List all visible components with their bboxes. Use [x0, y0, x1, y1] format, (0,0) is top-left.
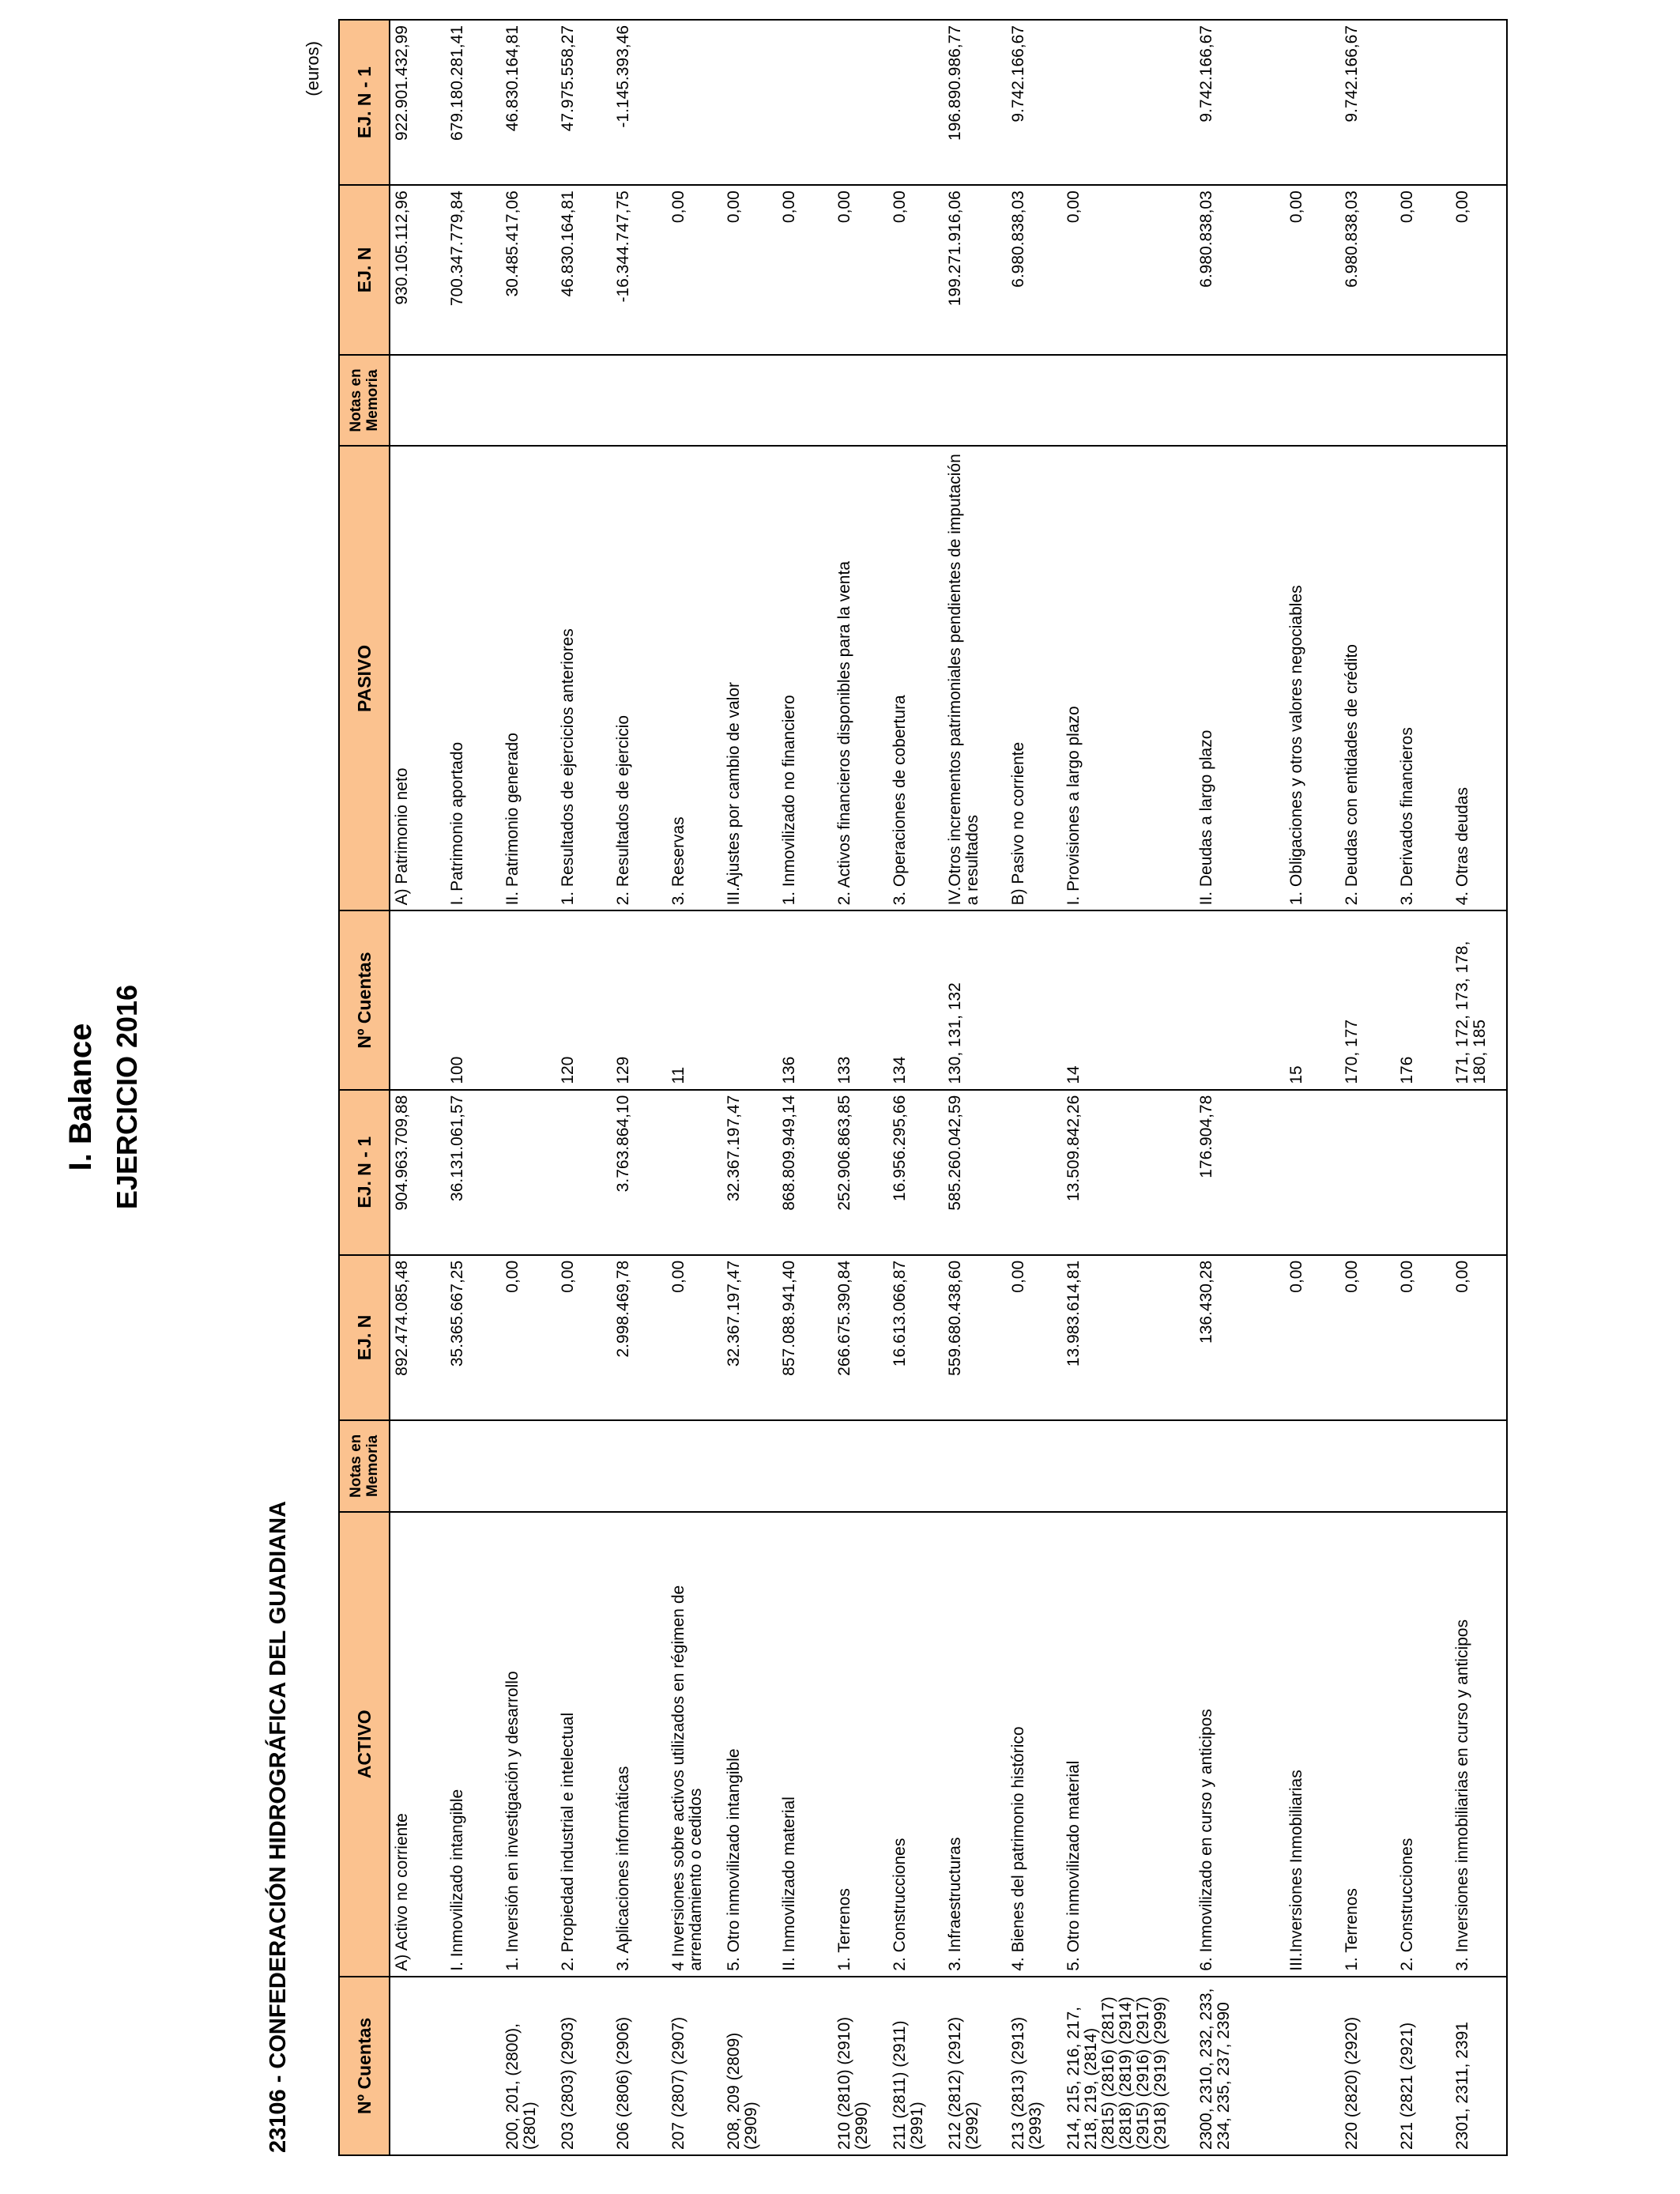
- activo-description-cell: 6. Inmovilizado en curso y anticipos: [1195, 1512, 1285, 1977]
- pasivo-description-cell: 3. Derivados financieros: [1396, 446, 1451, 910]
- activo-ej-n-cell: 35.365.667,25: [446, 1255, 501, 1420]
- pasivo-notas-cell: [944, 355, 1007, 447]
- header-pasivo: PASIVO: [339, 446, 390, 910]
- activo-ej-n1-cell: [1285, 1090, 1340, 1255]
- pasivo-cuentas-cell: [1007, 910, 1062, 1089]
- activo-description-cell: II. Inmovilizado material: [778, 1512, 833, 1977]
- activo-ej-n-cell: 892.474.085,48: [390, 1255, 446, 1420]
- page-title: I. Balance: [63, 1023, 98, 1171]
- pasivo-cuentas-cell: 133: [833, 910, 888, 1089]
- activo-ej-n-cell: 0,00: [1340, 1255, 1396, 1420]
- pasivo-cuentas-cell: 136: [778, 910, 833, 1089]
- pasivo-description-cell: IV.Otros incrementos patrimoniales pendientes de imputación a resultados: [944, 446, 1007, 910]
- activo-ej-n1-cell: 585.260.042,59: [944, 1090, 1007, 1255]
- activo-cuentas-cell: 203 (2803) (2903): [556, 1977, 612, 2155]
- activo-notas-cell: [1285, 1420, 1340, 1512]
- activo-notas-cell: [1007, 1420, 1062, 1512]
- pasivo-notas-cell: [612, 355, 667, 447]
- pasivo-notas-cell: [1340, 355, 1396, 447]
- table-row: [612, 20, 667, 2155]
- table-row: [1396, 20, 1451, 2155]
- pasivo-cuentas-cell: 134: [888, 910, 944, 1089]
- table-row: [446, 20, 501, 2155]
- activo-description-cell: 2. Construcciones: [1396, 1512, 1451, 1977]
- table-row: [667, 20, 722, 2155]
- table-row: [1285, 20, 1340, 2155]
- pasivo-ej-n-cell: 46.830.164,81: [556, 185, 612, 354]
- activo-cuentas-cell: 2300, 2310, 232, 233, 234, 235, 237, 2390: [1195, 1977, 1285, 2155]
- pasivo-ej-n-cell: 0,00: [1451, 185, 1507, 354]
- table-row: [1007, 20, 1062, 2155]
- pasivo-description-cell: II. Deudas a largo plazo: [1195, 446, 1285, 910]
- pasivo-description-cell: B) Pasivo no corriente: [1007, 446, 1062, 910]
- pasivo-description-cell: 1. Inmovilizado no financiero: [778, 446, 833, 910]
- activo-ej-n1-cell: 36.131.061,57: [446, 1090, 501, 1255]
- activo-ej-n-cell: 0,00: [1285, 1255, 1340, 1420]
- table-row: [944, 20, 1007, 2155]
- activo-cuentas-cell: 210 (2810) (2910) (2990): [833, 1977, 888, 2155]
- pasivo-cuentas-cell: 100: [446, 910, 501, 1089]
- pasivo-cuentas-cell: 130, 131, 132: [944, 910, 1007, 1089]
- pasivo-ej-n-cell: 0,00: [1062, 185, 1195, 354]
- activo-cuentas-cell: 211 (2811) (2911) (2991): [888, 1977, 944, 2155]
- activo-ej-n-cell: 136.430,28: [1195, 1255, 1285, 1420]
- table-row: [556, 20, 612, 2155]
- pasivo-cuentas-cell: 170, 177: [1340, 910, 1396, 1089]
- table-row: [390, 20, 446, 2155]
- pasivo-description-cell: I. Provisiones a largo plazo: [1062, 446, 1195, 910]
- activo-description-cell: 1. Inversión en investigación y desarrollo: [501, 1512, 556, 1977]
- pasivo-description-cell: 3. Reservas: [667, 446, 722, 910]
- activo-notas-cell: [944, 1420, 1007, 1512]
- pasivo-ej-n1-cell: 46.830.164,81: [501, 20, 556, 185]
- pasivo-description-cell: A) Patrimonio neto: [390, 446, 446, 910]
- activo-notas-cell: [1195, 1420, 1285, 1512]
- activo-cuentas-cell: [390, 1977, 446, 2155]
- page-subtitle: EJERCICIO 2016: [111, 984, 143, 1210]
- activo-cuentas-cell: 220 (2820) (2920): [1340, 1977, 1396, 2155]
- activo-ej-n1-cell: [501, 1090, 556, 1255]
- activo-description-cell: 2. Propiedad industrial e intelectual: [556, 1512, 612, 1977]
- activo-ej-n-cell: 857.088.941,40: [778, 1255, 833, 1420]
- activo-ej-n-cell: 0,00: [556, 1255, 612, 1420]
- activo-ej-n1-cell: [556, 1090, 612, 1255]
- pasivo-description-cell: I. Patrimonio aportado: [446, 446, 501, 910]
- activo-ej-n1-cell: 16.956.295,66: [888, 1090, 944, 1255]
- header-row: [339, 20, 390, 2155]
- table-row: [1340, 20, 1396, 2155]
- pasivo-description-cell: 1. Resultados de ejercicios anteriores: [556, 446, 612, 910]
- activo-ej-n-cell: 13.983.614,81: [1062, 1255, 1195, 1420]
- pasivo-ej-n-cell: 0,00: [722, 185, 778, 354]
- activo-description-cell: A) Activo no corriente: [390, 1512, 446, 1977]
- pasivo-notas-cell: [1062, 355, 1195, 447]
- pasivo-notas-cell: [1396, 355, 1451, 447]
- header-ej-n1-pasivo: EJ. N - 1: [339, 20, 390, 185]
- activo-ej-n-cell: 16.613.066,87: [888, 1255, 944, 1420]
- activo-ej-n1-cell: 32.367.197,47: [722, 1090, 778, 1255]
- activo-cuentas-cell: [446, 1977, 501, 2155]
- activo-ej-n-cell: 2.998.469,78: [612, 1255, 667, 1420]
- activo-description-cell: 1. Terrenos: [1340, 1512, 1396, 1977]
- activo-description-cell: 1. Terrenos: [833, 1512, 888, 1977]
- pasivo-ej-n1-cell: 9.742.166,67: [1195, 20, 1285, 185]
- table-row: [888, 20, 944, 2155]
- pasivo-ej-n-cell: 700.347.779,84: [446, 185, 501, 354]
- pasivo-ej-n-cell: 6.980.838,03: [1340, 185, 1396, 354]
- pasivo-ej-n1-cell: 9.742.166,67: [1340, 20, 1396, 185]
- pasivo-cuentas-cell: [501, 910, 556, 1089]
- pasivo-notas-cell: [1195, 355, 1285, 447]
- activo-cuentas-cell: [1285, 1977, 1340, 2155]
- activo-ej-n1-cell: 904.963.709,88: [390, 1090, 446, 1255]
- pasivo-cuentas-cell: 11: [667, 910, 722, 1089]
- pasivo-notas-cell: [888, 355, 944, 447]
- activo-description-cell: 5. Otro inmovilizado material: [1062, 1512, 1195, 1977]
- pasivo-description-cell: 2. Activos financieros disponibles para la venta: [833, 446, 888, 910]
- pasivo-cuentas-cell: 15: [1285, 910, 1340, 1089]
- pasivo-ej-n-cell: 0,00: [778, 185, 833, 354]
- activo-cuentas-cell: 2301, 2311, 2391: [1451, 1977, 1507, 2155]
- activo-notas-cell: [556, 1420, 612, 1512]
- activo-cuentas-cell: 206 (2806) (2906): [612, 1977, 667, 2155]
- activo-ej-n-cell: 0,00: [1007, 1255, 1062, 1420]
- activo-ej-n-cell: 266.675.390,84: [833, 1255, 888, 1420]
- table-row: [1451, 20, 1507, 2155]
- pasivo-cuentas-cell: 120: [556, 910, 612, 1089]
- pasivo-description-cell: 1. Obligaciones y otros valores negociables: [1285, 446, 1340, 910]
- pasivo-ej-n1-cell: -1.145.393,46: [612, 20, 667, 185]
- activo-notas-cell: [1396, 1420, 1451, 1512]
- pasivo-ej-n-cell: 0,00: [1396, 185, 1451, 354]
- pasivo-notas-cell: [667, 355, 722, 447]
- pasivo-ej-n1-cell: [667, 20, 722, 185]
- pasivo-ej-n-cell: -16.344.747,75: [612, 185, 667, 354]
- activo-ej-n1-cell: 3.763.864,10: [612, 1090, 667, 1255]
- pasivo-cuentas-cell: [390, 910, 446, 1089]
- pasivo-cuentas-cell: [1195, 910, 1285, 1089]
- pasivo-ej-n1-cell: 47.975.558,27: [556, 20, 612, 185]
- activo-notas-cell: [722, 1420, 778, 1512]
- pasivo-ej-n1-cell: [1285, 20, 1340, 185]
- pasivo-notas-cell: [722, 355, 778, 447]
- pasivo-cuentas-cell: 14: [1062, 910, 1195, 1089]
- pasivo-notas-cell: [501, 355, 556, 447]
- activo-notas-cell: [1340, 1420, 1396, 1512]
- activo-ej-n1-cell: 252.906.863,85: [833, 1090, 888, 1255]
- activo-ej-n1-cell: 868.809.949,14: [778, 1090, 833, 1255]
- pasivo-cuentas-cell: 171, 172, 173, 178, 180, 185: [1451, 910, 1507, 1089]
- activo-ej-n-cell: 0,00: [1451, 1255, 1507, 1420]
- header-ej-n1-activo: EJ. N - 1: [339, 1090, 390, 1255]
- activo-notas-cell: [888, 1420, 944, 1512]
- pasivo-ej-n1-cell: [722, 20, 778, 185]
- currency-note: (euros): [303, 41, 322, 96]
- activo-cuentas-cell: [778, 1977, 833, 2155]
- activo-notas-cell: [833, 1420, 888, 1512]
- activo-ej-n-cell: 0,00: [1396, 1255, 1451, 1420]
- activo-cuentas-cell: 213 (2813) (2913) (2993): [1007, 1977, 1062, 2155]
- activo-notas-cell: [667, 1420, 722, 1512]
- activo-ej-n1-cell: [1451, 1090, 1507, 1255]
- activo-description-cell: 4. Bienes del patrimonio histórico: [1007, 1512, 1062, 1977]
- activo-notas-cell: [501, 1420, 556, 1512]
- table-row: [833, 20, 888, 2155]
- pasivo-ej-n1-cell: [1396, 20, 1451, 185]
- header-cuentas-activo: Nº Cuentas: [339, 1977, 390, 2155]
- balance-table: [338, 19, 1508, 2156]
- pasivo-ej-n-cell: 0,00: [888, 185, 944, 354]
- activo-notas-cell: [1451, 1420, 1507, 1512]
- pasivo-ej-n1-cell: [833, 20, 888, 185]
- pasivo-notas-cell: [778, 355, 833, 447]
- pasivo-description-cell: 4. Otras deudas: [1451, 446, 1507, 910]
- activo-ej-n-cell: 32.367.197,47: [722, 1255, 778, 1420]
- pasivo-notas-cell: [1285, 355, 1340, 447]
- activo-cuentas-cell: 200, 201, (2800), (2801): [501, 1977, 556, 2155]
- activo-description-cell: 4 Inversiones sobre activos utilizados en régimen de arrendamiento o cedidos: [667, 1512, 722, 1977]
- header-ej-n-pasivo: EJ. N: [339, 185, 390, 354]
- pasivo-ej-n1-cell: [888, 20, 944, 185]
- pasivo-notas-cell: [1451, 355, 1507, 447]
- pasivo-ej-n1-cell: 9.742.166,67: [1007, 20, 1062, 185]
- pasivo-ej-n-cell: 6.980.838,03: [1007, 185, 1062, 354]
- activo-description-cell: III.Inversiones Inmobiliarias: [1285, 1512, 1340, 1977]
- pasivo-ej-n1-cell: 679.180.281,41: [446, 20, 501, 185]
- table-row: [1062, 20, 1195, 2155]
- pasivo-cuentas-cell: [722, 910, 778, 1089]
- activo-notas-cell: [1062, 1420, 1195, 1512]
- activo-cuentas-cell: 212 (2812) (2912) (2992): [944, 1977, 1007, 2155]
- pasivo-cuentas-cell: 176: [1396, 910, 1451, 1089]
- activo-notas-cell: [390, 1420, 446, 1512]
- activo-ej-n-cell: 559.680.438,60: [944, 1255, 1007, 1420]
- entity-name: 23106 - CONFEDERACIÓN HIDROGRÁFICA DEL GUADIANA: [266, 1501, 291, 2153]
- header-cuentas-pasivo: Nº Cuentas: [339, 910, 390, 1089]
- activo-ej-n1-cell: [1007, 1090, 1062, 1255]
- pasivo-ej-n-cell: 6.980.838,03: [1195, 185, 1285, 354]
- pasivo-description-cell: II. Patrimonio generado: [501, 446, 556, 910]
- pasivo-ej-n-cell: 30.485.417,06: [501, 185, 556, 354]
- pasivo-notas-cell: [446, 355, 501, 447]
- activo-ej-n1-cell: [667, 1090, 722, 1255]
- pasivo-cuentas-cell: 129: [612, 910, 667, 1089]
- activo-description-cell: 3. Aplicaciones informáticas: [612, 1512, 667, 1977]
- activo-description-cell: 3. Inversiones inmobiliarias en curso y anticipos: [1451, 1512, 1507, 1977]
- table-row: [778, 20, 833, 2155]
- pasivo-ej-n-cell: 0,00: [833, 185, 888, 354]
- pasivo-description-cell: 2. Resultados de ejercicio: [612, 446, 667, 910]
- activo-ej-n1-cell: 13.509.842,26: [1062, 1090, 1195, 1255]
- table-row: [1195, 20, 1285, 2155]
- activo-cuentas-cell: 208, 209 (2809) (2909): [722, 1977, 778, 2155]
- activo-notas-cell: [778, 1420, 833, 1512]
- activo-ej-n1-cell: 176.904,78: [1195, 1090, 1285, 1255]
- pasivo-description-cell: 2. Deudas con entidades de crédito: [1340, 446, 1396, 910]
- activo-ej-n1-cell: [1396, 1090, 1451, 1255]
- activo-notas-cell: [446, 1420, 501, 1512]
- pasivo-ej-n1-cell: 922.901.432,99: [390, 20, 446, 185]
- table-row: [501, 20, 556, 2155]
- pasivo-ej-n-cell: 0,00: [1285, 185, 1340, 354]
- activo-description-cell: I. Inmovilizado intangible: [446, 1512, 501, 1977]
- pasivo-ej-n1-cell: [1451, 20, 1507, 185]
- activo-ej-n-cell: 0,00: [667, 1255, 722, 1420]
- header-ej-n-activo: EJ. N: [339, 1255, 390, 1420]
- activo-description-cell: 5. Otro inmovilizado intangible: [722, 1512, 778, 1977]
- pasivo-description-cell: III.Ajustes por cambio de valor: [722, 446, 778, 910]
- activo-ej-n-cell: 0,00: [501, 1255, 556, 1420]
- activo-cuentas-cell: 214, 215, 216, 217, 218, 219, (2814) (2815) (2816) (2817) (2818) (2819) (2914) (2915) (2916) (2917) (2918) (2919) (2999): [1062, 1977, 1195, 2155]
- pasivo-notas-cell: [833, 355, 888, 447]
- activo-description-cell: 3. Infraestructuras: [944, 1512, 1007, 1977]
- pasivo-notas-cell: [556, 355, 612, 447]
- pasivo-notas-cell: [1007, 355, 1062, 447]
- activo-cuentas-cell: 221 (2821 (2921): [1396, 1977, 1451, 2155]
- activo-notas-cell: [612, 1420, 667, 1512]
- table-body: [390, 20, 1507, 2155]
- header-notas-activo: Notas en Memoria: [339, 1420, 390, 1512]
- pasivo-ej-n1-cell: [778, 20, 833, 185]
- pasivo-ej-n-cell: 0,00: [667, 185, 722, 354]
- pasivo-ej-n1-cell: 196.890.986,77: [944, 20, 1007, 185]
- header-notas-pasivo: Notas en Memoria: [339, 355, 390, 447]
- table-row: [722, 20, 778, 2155]
- header-activo: ACTIVO: [339, 1512, 390, 1977]
- activo-ej-n1-cell: [1340, 1090, 1396, 1255]
- pasivo-ej-n-cell: 930.105.112,96: [390, 185, 446, 354]
- pasivo-ej-n-cell: 199.271.916,06: [944, 185, 1007, 354]
- pasivo-ej-n1-cell: [1062, 20, 1195, 185]
- activo-cuentas-cell: 207 (2807) (2907): [667, 1977, 722, 2155]
- pasivo-notas-cell: [390, 355, 446, 447]
- pasivo-description-cell: 3. Operaciones de cobertura: [888, 446, 944, 910]
- activo-description-cell: 2. Construcciones: [888, 1512, 944, 1977]
